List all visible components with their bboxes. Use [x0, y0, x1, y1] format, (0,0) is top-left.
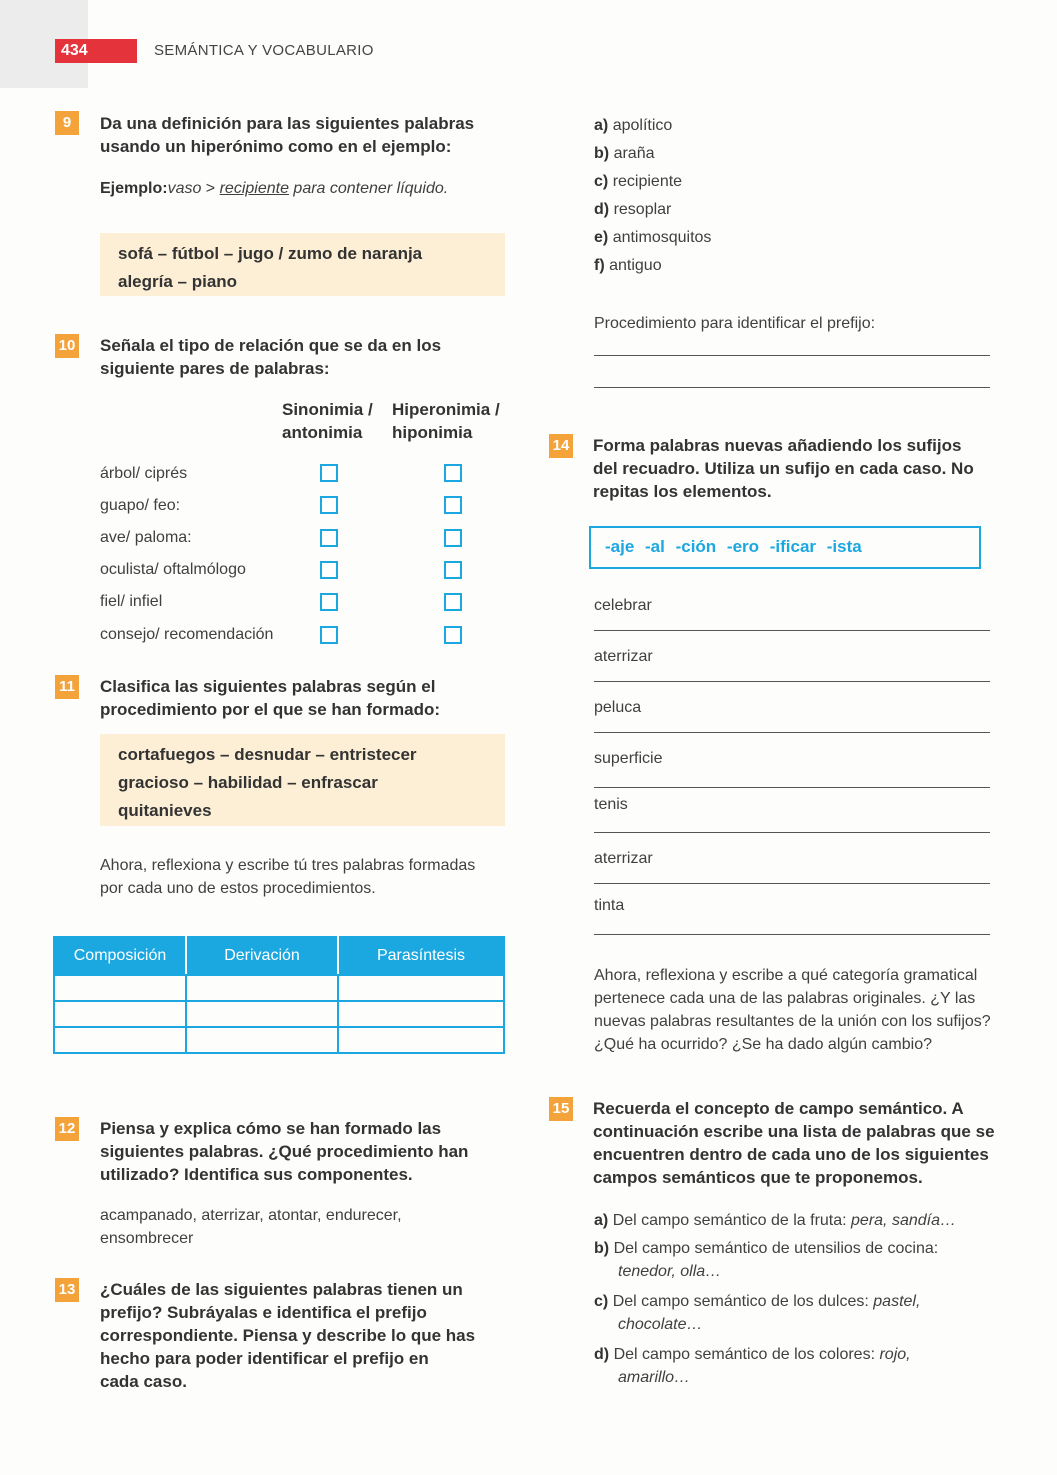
prompt-line: correspondiente. Piensa y describe lo que has: [100, 1326, 476, 1345]
header-line: antonimia: [282, 423, 363, 442]
table-cell[interactable]: [186, 1027, 338, 1053]
text-line: Ahora, reflexiona y escribe a qué categoría gramatical: [594, 967, 978, 984]
prompt-line: del recuadro. Utiliza un sufijo en cada caso. No: [593, 459, 974, 478]
field-item-c: [594, 1290, 920, 1336]
text-line: por cada uno de estos procedimientos.: [100, 880, 376, 897]
pair-label: ave/ paloma:: [100, 529, 192, 546]
hiperonimia-checkbox[interactable]: [444, 561, 462, 579]
exercise-9-number: 9: [55, 111, 79, 135]
item-letter: b): [594, 1240, 610, 1257]
table-cell[interactable]: [54, 1001, 186, 1027]
item-example: chocolate…: [618, 1316, 703, 1333]
formation-table: [53, 936, 505, 1054]
exercise-13-number: 13: [55, 1278, 79, 1302]
text-line: acampanado, aterrizar, atontar, endurecer,: [100, 1207, 402, 1224]
list-item: [594, 142, 654, 165]
item-example: tenedor, olla…: [618, 1263, 722, 1280]
exercise-14-number: 14: [549, 434, 573, 458]
text-line: Ahora, reflexiona y escribe tú tres palabras formadas: [100, 857, 476, 874]
exercise-12-prompt: [100, 1117, 468, 1186]
example-label: Ejemplo:: [100, 180, 168, 197]
prompt-line: repitas los elementos.: [593, 482, 772, 501]
item-example: pera, sandía…: [851, 1212, 956, 1229]
prompt-line: siguientes palabras. ¿Qué procedimiento han: [100, 1142, 469, 1161]
sinonimia-checkbox[interactable]: [320, 593, 338, 611]
table-cell[interactable]: [54, 975, 186, 1001]
list-item: [594, 254, 662, 277]
item-letter: d): [594, 201, 610, 218]
table-cell[interactable]: [186, 975, 338, 1001]
item-text: Del campo semántico de los dulces:: [612, 1293, 874, 1310]
item-word: antimosquitos: [612, 229, 712, 246]
item-example: rojo,: [879, 1346, 911, 1363]
header-line: Hiperonimia /: [392, 400, 500, 419]
hiperonimia-checkbox[interactable]: [444, 593, 462, 611]
exercise-9-prompt: [100, 112, 474, 158]
word-label: aterrizar: [594, 648, 653, 665]
word-label: tinta: [594, 897, 625, 914]
word-label: celebrar: [594, 597, 652, 614]
prompt-line: Forma palabras nuevas añadiendo los sufijos: [593, 436, 962, 455]
prompt-line: Piensa y explica cómo se han formado las: [100, 1119, 442, 1138]
sinonimia-checkbox[interactable]: [320, 561, 338, 579]
sinonimia-checkbox[interactable]: [320, 529, 338, 547]
page-number: 434: [55, 39, 137, 63]
list-item: [594, 114, 672, 137]
answer-line[interactable]: [594, 630, 990, 631]
exercise-13-prompt: [100, 1278, 475, 1393]
text-line: ensombrecer: [100, 1230, 194, 1247]
pair-label: fiel/ infiel: [100, 593, 163, 610]
item-letter: c): [594, 1293, 609, 1310]
prompt-line: Clasifica las siguientes palabras según el: [100, 677, 436, 696]
box-line: sofá – fútbol – jugo / zumo de naranja: [118, 244, 423, 263]
word-label: tenis: [594, 796, 628, 813]
answer-line[interactable]: [594, 387, 990, 388]
answer-line[interactable]: [594, 787, 990, 788]
prompt-line: siguiente pares de palabras:: [100, 359, 330, 378]
list-item: [594, 226, 711, 249]
item-example: amarillo…: [618, 1369, 691, 1386]
header-parasintesis: Parasíntesis: [338, 937, 504, 975]
text-line: pertenece cada una de las palabras originales. ¿Y las: [594, 990, 976, 1007]
box-line: gracioso – habilidad – enfrascar: [118, 773, 378, 792]
exercise-14-followup: [594, 964, 991, 1056]
procedure-label: Procedimiento para identificar el prefijo:: [594, 315, 876, 332]
item-word: resoplar: [613, 201, 672, 218]
table-cell[interactable]: [338, 1027, 504, 1053]
prompt-line: Recuerda el concepto de campo semántico. A: [593, 1099, 964, 1118]
header-composicion: Composición: [54, 937, 186, 975]
pair-label: oculista/ oftalmólogo: [100, 561, 246, 578]
exercise-10-number: 10: [55, 334, 79, 358]
prompt-line: ¿Cuáles de las siguientes palabras tienen un: [100, 1280, 463, 1299]
example-rest: para contener líquido.: [288, 180, 449, 197]
answer-line[interactable]: [594, 832, 990, 833]
item-word: antiguo: [609, 257, 662, 274]
prompt-line: usando un hiperónimo como en el ejemplo:: [100, 137, 452, 156]
text-line: ¿Qué ha ocurrido? ¿Se ha dado algún cambio?: [594, 1036, 932, 1053]
table-cell[interactable]: [338, 975, 504, 1001]
item-example: pastel,: [873, 1293, 921, 1310]
exercise-9-word-box: [100, 233, 505, 296]
item-letter: c): [594, 173, 609, 190]
exercise-11-number: 11: [55, 675, 79, 699]
pair-label: árbol/ ciprés: [100, 465, 188, 482]
item-text: Del campo semántico de la fruta:: [612, 1212, 852, 1229]
prompt-line: cada caso.: [100, 1372, 187, 1391]
hiperonimia-checkbox[interactable]: [444, 464, 462, 482]
prompt-line: campos semánticos que te proponemos.: [593, 1168, 923, 1187]
sinonimia-checkbox[interactable]: [320, 626, 338, 644]
sinonimia-checkbox[interactable]: [320, 464, 338, 482]
text-line: nuevas palabras resultantes de la unión con los sufijos?: [594, 1013, 991, 1030]
exercise-14-prompt: [593, 434, 974, 503]
box-line: cortafuegos – desnudar – entristecer: [118, 745, 417, 764]
word-label: aterrizar: [594, 850, 653, 867]
table-cell[interactable]: [54, 1027, 186, 1053]
sinonimia-checkbox[interactable]: [320, 496, 338, 514]
box-line: alegría – piano: [118, 272, 238, 291]
prompt-line: continuación escribe una lista de palabras que se: [593, 1122, 995, 1141]
pair-label: consejo/ recomendación: [100, 626, 274, 643]
column-header-sinonimia: [282, 398, 373, 444]
prompt-line: Señala el tipo de relación que se da en los: [100, 336, 442, 355]
item-letter: e): [594, 229, 609, 246]
header-derivacion: Derivación: [186, 937, 338, 975]
prompt-line: Da una definición para las siguientes palabras: [100, 114, 475, 133]
item-word: apolítico: [612, 117, 673, 134]
item-text: Del campo semántico de los colores:: [613, 1346, 880, 1363]
list-item: [594, 170, 682, 193]
exercise-11-followup: [100, 854, 475, 900]
list-item: [594, 198, 671, 221]
exercise-11-prompt: [100, 675, 440, 721]
item-letter: f): [594, 257, 605, 274]
item-letter: a): [594, 1212, 609, 1229]
table-cell[interactable]: [338, 1001, 504, 1027]
header-line: Sinonimia /: [282, 400, 373, 419]
exercise-10-prompt: [100, 334, 441, 380]
exercise-15-number: 15: [549, 1097, 573, 1121]
prompt-line: utilizado? Identifica sus componentes.: [100, 1165, 413, 1184]
pair-label: guapo/ feo:: [100, 497, 181, 514]
prompt-line: encuentren dentro de cada uno de los siguientes: [593, 1145, 989, 1164]
prompt-line: procedimiento por el que se han formado:: [100, 700, 441, 719]
answer-line[interactable]: [594, 355, 990, 356]
answer-line[interactable]: [594, 732, 990, 733]
hiperonimia-checkbox[interactable]: [444, 626, 462, 644]
item-text: Del campo semántico de utensilios de cocina:: [613, 1240, 939, 1257]
example-word: vaso: [167, 180, 202, 197]
prompt-line: hecho para poder identificar el prefijo en: [100, 1349, 429, 1368]
answer-line[interactable]: [594, 681, 990, 682]
word-label: peluca: [594, 699, 642, 716]
table-cell[interactable]: [186, 1001, 338, 1027]
exercise-15-prompt: [593, 1097, 995, 1189]
exercise-12-number: 12: [55, 1117, 79, 1141]
word-label: superficie: [594, 750, 663, 767]
prompt-line: prefijo? Subráyalas e identifica el prefijo: [100, 1303, 427, 1322]
section-title: SEMÁNTICA Y VOCABULARIO: [154, 42, 374, 59]
exercise-12-words: [100, 1204, 402, 1250]
field-item-b: [594, 1237, 938, 1283]
item-letter: b): [594, 145, 610, 162]
header-line: hiponimia: [392, 423, 473, 442]
exercise-9-example: [100, 177, 448, 200]
exercise-11-word-box: [100, 734, 505, 826]
answer-line[interactable]: [594, 934, 990, 935]
hiperonimia-checkbox[interactable]: [444, 496, 462, 514]
hiperonimia-checkbox[interactable]: [444, 529, 462, 547]
column-header-hiperonimia: [392, 398, 500, 444]
field-item-d: [594, 1343, 911, 1389]
example-hyperonym: recipiente: [219, 180, 289, 197]
example-sep: >: [201, 180, 220, 197]
box-line: quitanieves: [118, 801, 212, 820]
item-letter: a): [594, 117, 609, 134]
item-letter: d): [594, 1346, 610, 1363]
answer-line[interactable]: [594, 883, 990, 884]
item-word: recipiente: [612, 173, 683, 190]
suffix-box: -aje -al -ción -ero -ificar -ista: [589, 526, 981, 569]
field-item-a: [594, 1209, 956, 1232]
item-word: araña: [613, 145, 655, 162]
